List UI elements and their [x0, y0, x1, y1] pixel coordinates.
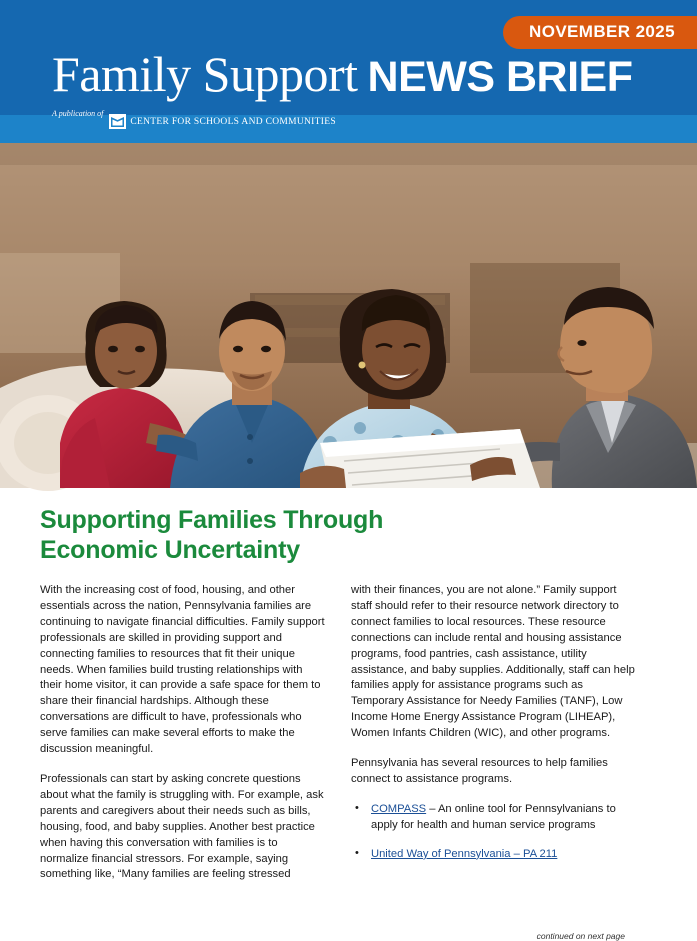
paragraph: Pennsylvania has several resources to help families connect to assistance programs.	[351, 757, 608, 785]
article-headline: Supporting Families Through Economic Uncertainty	[40, 506, 384, 564]
resource-list	[351, 802, 636, 863]
masthead-title-sans: NEWS BRIEF	[367, 53, 633, 101]
continued-note: continued on next page	[536, 931, 625, 941]
publisher-prefix: A publication of	[52, 109, 104, 118]
article-columns	[40, 583, 661, 897]
hero-photo	[0, 143, 697, 488]
united-way-pa211-link[interactable]: United Way of Pennsylvania – PA 211	[371, 847, 558, 860]
publisher-organization: CENTER FOR SCHOOLS AND COMMUNITIES	[130, 116, 336, 127]
masthead	[52, 45, 632, 103]
article-body	[0, 488, 697, 941]
masthead-title-serif: Family Support	[52, 46, 358, 102]
article-left-column	[40, 583, 325, 897]
compass-link[interactable]: COMPASS	[371, 802, 427, 815]
list-item-text: – An online tool for Pennsylvanians to apply for health and human service programs	[371, 802, 616, 831]
paragraph: with their finances, you are not alone.” Family support staff should refer to their resource network directory to connect families to local resources. These resource connections can include rental and housing assistance programs, food pantries, cash assistance, utility assistance, and baby supplies. Additionally, staff can help families apply for assistance programs such as Temporary Assistance for Needy Families (TANF), Low Income Home Energy Assistance Program (LIHEAP), Women Infants Children (WIC), and other programs.	[351, 584, 635, 740]
page-header	[0, 0, 697, 115]
paragraph: Professionals can start by asking concrete questions about what the family is struggling with. For example, ask parents and caregivers about their needs such as bills, housing, food, and baby supplies. Another best practice when having this conversation with families is to normalize financial stressors. For example, saying something like, “Many families are feeling stressed	[40, 772, 324, 881]
list-item	[351, 847, 636, 863]
article-footer	[40, 897, 661, 941]
issue-date-badge: NOVEMBER 2025	[503, 16, 697, 49]
center-for-schools-logo-icon	[109, 114, 126, 129]
article-right-column	[351, 583, 636, 897]
paragraph: With the increasing cost of food, housing, and other essentials across the nation, Pennsylvania families are continuing to navigate financial difficulties. Family support professionals are skilled in providing support and connecting families to resources that fit their unique needs. When families build trusting relationships with their home visitor, it can provide a safe space for them to share their financial hardships. Although these conversations are difficult to have, professionals who serve families can make several efforts to make the discussion meaningful.	[40, 584, 325, 756]
publisher-strip	[0, 109, 697, 143]
list-item	[351, 802, 636, 834]
